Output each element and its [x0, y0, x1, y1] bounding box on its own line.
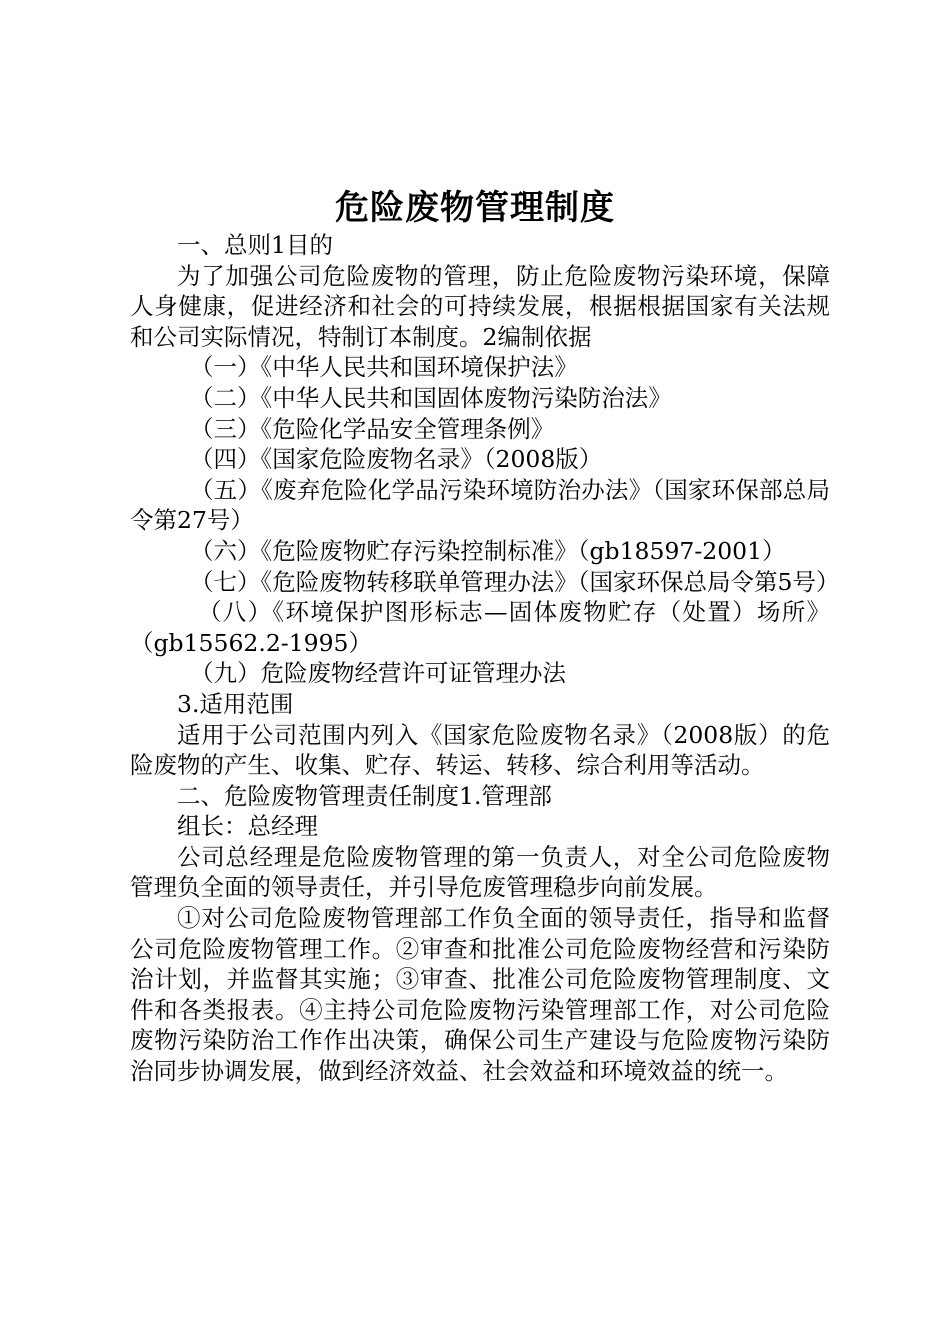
paragraph-scope: 适用于公司范围内列入《国家危险废物名录》（2008版）的危险废物的产生、收集、贮存、转运、转移、综合利用等活动。 [130, 720, 830, 780]
basis-item-4: （四）《国家危险废物名录》（2008版） [190, 445, 603, 474]
basis-item-9: （九）危险废物经营许可证管理办法 [190, 659, 566, 688]
basis-item-3: （三）《危险化学品安全管理条例》 [190, 414, 555, 443]
section-heading-general: 一、总则1目的 [177, 231, 333, 259]
paragraph-duties: ①对公司危险废物管理部工作负全面的领导责任，指导和监督公司危险废物管理工作。②审查和批准公司危险废物经营和污染防治计划，并监督其实施；③审查、批准公司危险废物管理制度、文件和各类报表。④主持公司危险废物污染管理部工作，对公司危险废物污染防治工作作出决策，确保公司生产建设与危险废物污染防治同步协调发展，做到经济效益、社会效益和环境效益的统一。 [130, 904, 830, 1086]
section-heading-responsibility: 二、危险废物管理责任制度1.管理部 [177, 781, 552, 810]
paragraph-group-leader: 组长：总经理 [177, 812, 318, 841]
paragraph-general-manager: 公司总经理是危险废物管理的第一负责人，对全公司危险废物管理负全面的领导责任，并引导危废管理稳步向前发展。 [130, 842, 830, 902]
document-body [130, 230, 840, 1087]
basis-item-5: （五）《废弃危险化学品污染环境防治办法》（国家环保部总局令第27号） [130, 475, 830, 535]
basis-item-1: （一）《中华人民共和国环境保护法》 [190, 353, 578, 382]
paragraph-purpose: 为了加强公司危险废物的管理，防止危险废物污染环境，保障人身健康，促进经济和社会的可持续发展，根据根据国家有关法规和公司实际情况，特制订本制度。2编制依据 [130, 261, 830, 351]
basis-item-2: （二）《中华人民共和国固体废物污染防治法》 [190, 383, 672, 412]
basis-item-7: （七）《危险废物转移联单管理办法》（国家环保总局令第5号） [190, 567, 840, 596]
document-title: 危险废物管理制度 [335, 188, 615, 228]
section-heading-scope: 3.适用范围 [177, 689, 294, 718]
basis-item-6: （六）《危险废物贮存污染控制标准》（gb18597-2001） [190, 536, 786, 565]
basis-item-8: （八）《环境保护图形标志—固体废物贮存（处置）场所》（gb15562.2-1995） [130, 598, 830, 657]
